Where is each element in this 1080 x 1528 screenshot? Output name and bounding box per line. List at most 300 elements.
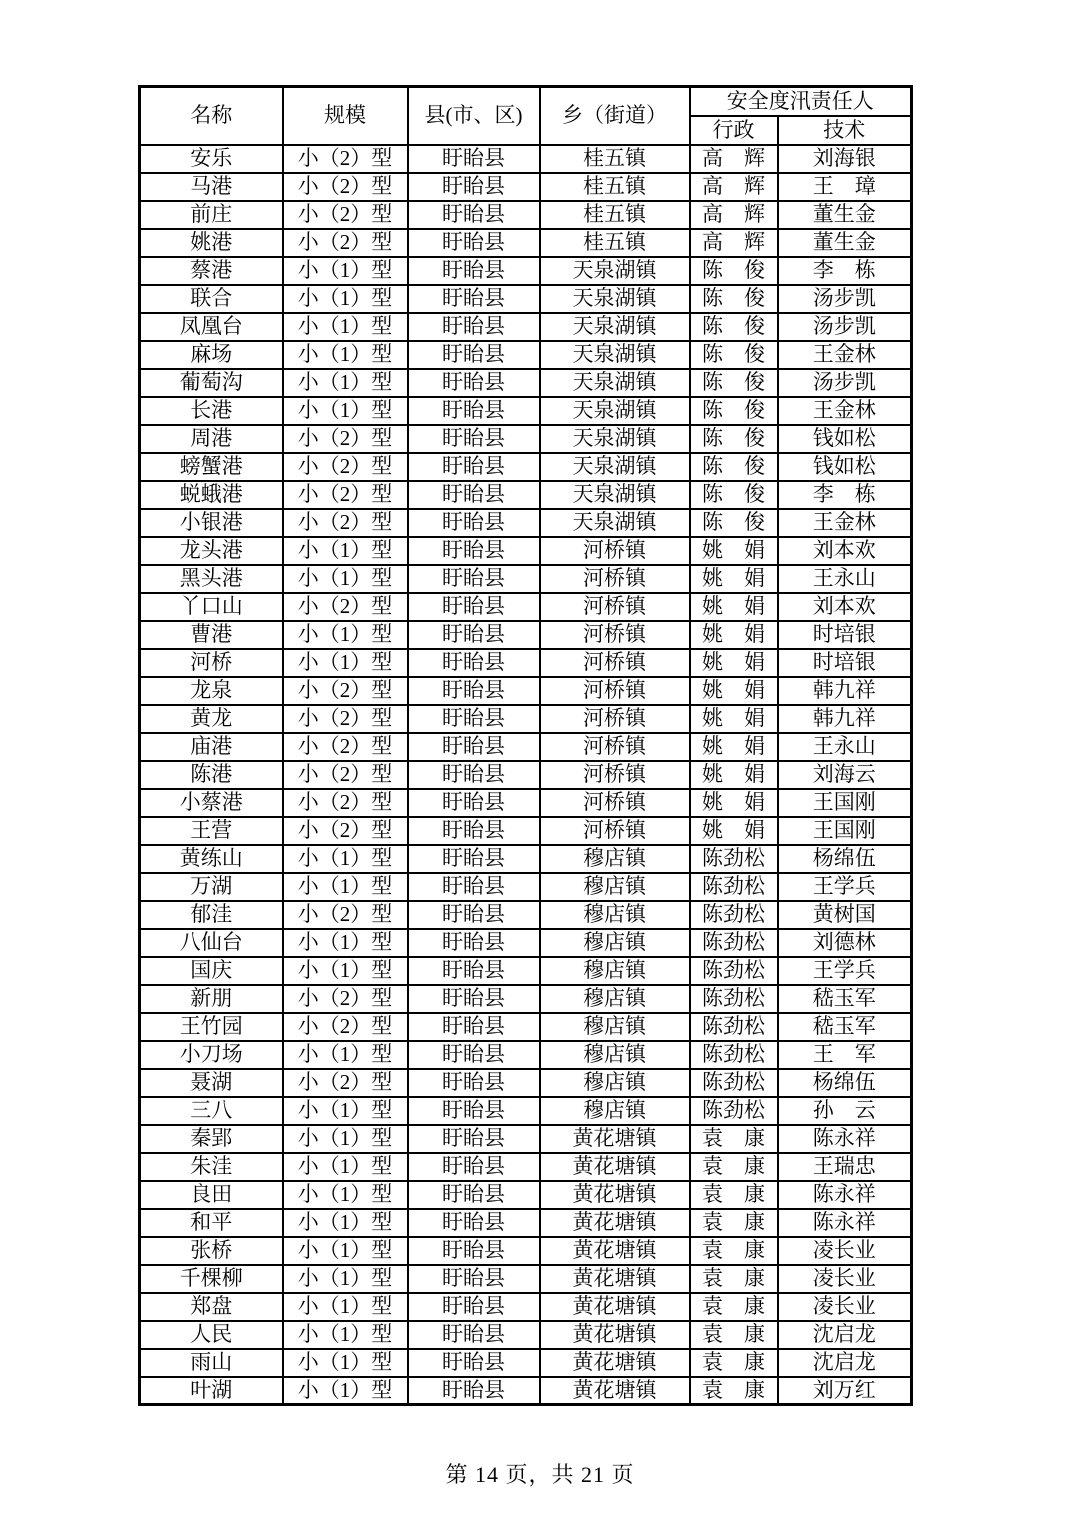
table-row — [140, 397, 912, 425]
cell-name: 千棵柳 — [140, 1265, 283, 1293]
cell-technical: 王金林 — [778, 509, 912, 537]
cell-scale: 小（2）型 — [283, 789, 408, 817]
table-row — [140, 817, 912, 845]
cell-name: 小银港 — [140, 509, 283, 537]
cell-county: 盱眙县 — [408, 537, 540, 565]
cell-county: 盱眙县 — [408, 845, 540, 873]
table-row — [140, 761, 912, 789]
table-row — [140, 285, 912, 313]
cell-township: 穆店镇 — [540, 985, 690, 1013]
cell-administrative: 陈劲松 — [690, 985, 778, 1013]
table-row — [140, 985, 912, 1013]
cell-administrative: 姚 娟 — [690, 565, 778, 593]
cell-administrative: 陈劲松 — [690, 873, 778, 901]
cell-township: 黄花塘镇 — [540, 1349, 690, 1377]
table-row — [140, 845, 912, 873]
cell-name: 雨山 — [140, 1349, 283, 1377]
cell-scale: 小（1）型 — [283, 1237, 408, 1265]
cell-scale: 小（2）型 — [283, 817, 408, 845]
cell-technical: 王 军 — [778, 1041, 912, 1069]
cell-county: 盱眙县 — [408, 397, 540, 425]
cell-county: 盱眙县 — [408, 341, 540, 369]
table-row — [140, 425, 912, 453]
cell-administrative: 陈劲松 — [690, 1069, 778, 1097]
cell-county: 盱眙县 — [408, 957, 540, 985]
table-row — [140, 229, 912, 257]
cell-administrative: 姚 娟 — [690, 705, 778, 733]
cell-scale: 小（1）型 — [283, 957, 408, 985]
cell-technical: 王学兵 — [778, 957, 912, 985]
cell-township: 河桥镇 — [540, 593, 690, 621]
cell-technical: 王金林 — [778, 341, 912, 369]
cell-scale: 小（1）型 — [283, 1209, 408, 1237]
cell-township: 天泉湖镇 — [540, 257, 690, 285]
cell-name: 马港 — [140, 173, 283, 201]
cell-name: 河桥 — [140, 649, 283, 677]
cell-township: 河桥镇 — [540, 677, 690, 705]
cell-county: 盱眙县 — [408, 425, 540, 453]
cell-county: 盱眙县 — [408, 173, 540, 201]
cell-scale: 小（1）型 — [283, 565, 408, 593]
table-header — [140, 87, 912, 145]
cell-name: 王营 — [140, 817, 283, 845]
cell-administrative: 陈劲松 — [690, 929, 778, 957]
table-row — [140, 145, 912, 173]
cell-township: 穆店镇 — [540, 1013, 690, 1041]
cell-technical: 汤步凯 — [778, 313, 912, 341]
header-responsible-group: 安全度汛责任人 — [690, 87, 912, 116]
cell-name: 周港 — [140, 425, 283, 453]
cell-administrative: 陈 俊 — [690, 397, 778, 425]
table-row — [140, 1209, 912, 1237]
cell-county: 盱眙县 — [408, 873, 540, 901]
cell-technical: 钱如松 — [778, 453, 912, 481]
cell-administrative: 袁 康 — [690, 1377, 778, 1405]
cell-name: 龙头港 — [140, 537, 283, 565]
table-row — [140, 201, 912, 229]
cell-name: 葡萄沟 — [140, 369, 283, 397]
table-row — [140, 1293, 912, 1321]
cell-technical: 杨绵伍 — [778, 1069, 912, 1097]
cell-scale: 小（1）型 — [283, 285, 408, 313]
cell-administrative: 袁 康 — [690, 1153, 778, 1181]
cell-county: 盱眙县 — [408, 1153, 540, 1181]
cell-name: 麻场 — [140, 341, 283, 369]
cell-technical: 嵇玉军 — [778, 985, 912, 1013]
cell-township: 穆店镇 — [540, 957, 690, 985]
cell-administrative: 袁 康 — [690, 1209, 778, 1237]
table-row — [140, 1041, 912, 1069]
cell-township: 黄花塘镇 — [540, 1125, 690, 1153]
cell-name: 万湖 — [140, 873, 283, 901]
cell-county: 盱眙县 — [408, 1265, 540, 1293]
cell-county: 盱眙县 — [408, 481, 540, 509]
cell-technical: 王学兵 — [778, 873, 912, 901]
cell-administrative: 陈 俊 — [690, 509, 778, 537]
cell-county: 盱眙县 — [408, 1321, 540, 1349]
cell-county: 盱眙县 — [408, 257, 540, 285]
cell-technical: 时培银 — [778, 649, 912, 677]
cell-administrative: 姚 娟 — [690, 621, 778, 649]
cell-county: 盱眙县 — [408, 313, 540, 341]
cell-township: 黄花塘镇 — [540, 1181, 690, 1209]
cell-name: 螃蟹港 — [140, 453, 283, 481]
cell-scale: 小（1）型 — [283, 257, 408, 285]
table-row — [140, 1265, 912, 1293]
cell-township: 河桥镇 — [540, 705, 690, 733]
table-row — [140, 789, 912, 817]
cell-scale: 小（2）型 — [283, 1069, 408, 1097]
cell-township: 河桥镇 — [540, 621, 690, 649]
cell-technical: 杨绵伍 — [778, 845, 912, 873]
cell-county: 盱眙县 — [408, 1181, 540, 1209]
cell-county: 盱眙县 — [408, 369, 540, 397]
cell-scale: 小（2）型 — [283, 733, 408, 761]
cell-county: 盱眙县 — [408, 229, 540, 257]
cell-county: 盱眙县 — [408, 1209, 540, 1237]
cell-name: 黑头港 — [140, 565, 283, 593]
cell-administrative: 陈 俊 — [690, 453, 778, 481]
cell-county: 盱眙县 — [408, 453, 540, 481]
cell-county: 盱眙县 — [408, 593, 540, 621]
cell-county: 盱眙县 — [408, 1013, 540, 1041]
table-row — [140, 1153, 912, 1181]
cell-name: 聂湖 — [140, 1069, 283, 1097]
table-row — [140, 537, 912, 565]
cell-township: 天泉湖镇 — [540, 285, 690, 313]
table-row — [140, 649, 912, 677]
table-row — [140, 1125, 912, 1153]
cell-administrative: 袁 康 — [690, 1237, 778, 1265]
table-row — [140, 565, 912, 593]
cell-technical: 汤步凯 — [778, 285, 912, 313]
table-row — [140, 341, 912, 369]
cell-scale: 小（2）型 — [283, 201, 408, 229]
cell-administrative: 姚 娟 — [690, 593, 778, 621]
table-row — [140, 1321, 912, 1349]
cell-scale: 小（1）型 — [283, 537, 408, 565]
cell-administrative: 姚 娟 — [690, 733, 778, 761]
cell-administrative: 陈 俊 — [690, 285, 778, 313]
cell-name: 三八 — [140, 1097, 283, 1125]
cell-township: 河桥镇 — [540, 733, 690, 761]
cell-technical: 时培银 — [778, 621, 912, 649]
cell-technical: 王 璋 — [778, 173, 912, 201]
cell-technical: 王永山 — [778, 733, 912, 761]
cell-county: 盱眙县 — [408, 817, 540, 845]
cell-county: 盱眙县 — [408, 1097, 540, 1125]
cell-township: 河桥镇 — [540, 649, 690, 677]
cell-technical: 刘本欢 — [778, 537, 912, 565]
cell-name: 叶湖 — [140, 1377, 283, 1405]
cell-county: 盱眙县 — [408, 649, 540, 677]
table-row — [140, 1349, 912, 1377]
cell-name: 凤凰台 — [140, 313, 283, 341]
cell-township: 穆店镇 — [540, 1069, 690, 1097]
table-row — [140, 1097, 912, 1125]
cell-technical: 韩九祥 — [778, 677, 912, 705]
cell-township: 穆店镇 — [540, 901, 690, 929]
cell-township: 黄花塘镇 — [540, 1153, 690, 1181]
cell-technical: 凌长业 — [778, 1265, 912, 1293]
cell-administrative: 高 辉 — [690, 229, 778, 257]
cell-name: 良田 — [140, 1181, 283, 1209]
cell-county: 盱眙县 — [408, 789, 540, 817]
cell-technical: 陈永祥 — [778, 1209, 912, 1237]
cell-name: 郑盘 — [140, 1293, 283, 1321]
cell-technical: 黄树国 — [778, 901, 912, 929]
cell-administrative: 陈劲松 — [690, 1097, 778, 1125]
cell-administrative: 陈劲松 — [690, 1041, 778, 1069]
cell-name: 郁洼 — [140, 901, 283, 929]
cell-scale: 小（1）型 — [283, 1097, 408, 1125]
table-row — [140, 621, 912, 649]
cell-name: 人民 — [140, 1321, 283, 1349]
cell-administrative: 陈劲松 — [690, 845, 778, 873]
table-row — [140, 369, 912, 397]
cell-name: 八仙台 — [140, 929, 283, 957]
cell-administrative: 陈 俊 — [690, 425, 778, 453]
cell-township: 河桥镇 — [540, 817, 690, 845]
table-row — [140, 1237, 912, 1265]
cell-name: 和平 — [140, 1209, 283, 1237]
cell-administrative: 姚 娟 — [690, 537, 778, 565]
cell-township: 桂五镇 — [540, 145, 690, 173]
cell-county: 盱眙县 — [408, 985, 540, 1013]
cell-township: 穆店镇 — [540, 1097, 690, 1125]
cell-township: 黄花塘镇 — [540, 1321, 690, 1349]
table-row — [140, 957, 912, 985]
cell-administrative: 陈 俊 — [690, 313, 778, 341]
reservoir-table — [138, 85, 913, 1406]
table-row — [140, 509, 912, 537]
cell-administrative: 袁 康 — [690, 1125, 778, 1153]
cell-scale: 小（2）型 — [283, 677, 408, 705]
header-row-top — [140, 87, 912, 116]
cell-township: 桂五镇 — [540, 229, 690, 257]
cell-administrative: 陈 俊 — [690, 369, 778, 397]
cell-township: 河桥镇 — [540, 565, 690, 593]
cell-name: 姚港 — [140, 229, 283, 257]
cell-administrative: 陈劲松 — [690, 1013, 778, 1041]
cell-scale: 小（2）型 — [283, 481, 408, 509]
cell-technical: 王永山 — [778, 565, 912, 593]
cell-technical: 孙 云 — [778, 1097, 912, 1125]
cell-administrative: 姚 娟 — [690, 761, 778, 789]
cell-technical: 董生金 — [778, 201, 912, 229]
cell-administrative: 袁 康 — [690, 1349, 778, 1377]
cell-county: 盱眙县 — [408, 901, 540, 929]
cell-name: 龙泉 — [140, 677, 283, 705]
cell-name: 黄练山 — [140, 845, 283, 873]
cell-technical: 凌长业 — [778, 1237, 912, 1265]
table-row — [140, 481, 912, 509]
cell-name: 陈港 — [140, 761, 283, 789]
cell-county: 盱眙县 — [408, 621, 540, 649]
header-name: 名称 — [140, 87, 283, 145]
cell-scale: 小（1）型 — [283, 1293, 408, 1321]
cell-scale: 小（2）型 — [283, 593, 408, 621]
cell-administrative: 陈 俊 — [690, 481, 778, 509]
table-row — [140, 873, 912, 901]
cell-technical: 沈启龙 — [778, 1321, 912, 1349]
cell-township: 穆店镇 — [540, 845, 690, 873]
cell-administrative: 高 辉 — [690, 173, 778, 201]
cell-name: 王竹园 — [140, 1013, 283, 1041]
cell-township: 黄花塘镇 — [540, 1209, 690, 1237]
cell-name: 黄龙 — [140, 705, 283, 733]
cell-township: 桂五镇 — [540, 201, 690, 229]
cell-scale: 小（1）型 — [283, 1349, 408, 1377]
cell-name: 国庆 — [140, 957, 283, 985]
cell-administrative: 袁 康 — [690, 1265, 778, 1293]
cell-technical: 刘海云 — [778, 761, 912, 789]
cell-name: 小蔡港 — [140, 789, 283, 817]
cell-technical: 沈启龙 — [778, 1349, 912, 1377]
cell-scale: 小（1）型 — [283, 1153, 408, 1181]
cell-township: 河桥镇 — [540, 537, 690, 565]
table-row — [140, 1069, 912, 1097]
cell-name: 前庄 — [140, 201, 283, 229]
cell-county: 盱眙县 — [408, 1069, 540, 1097]
cell-township: 桂五镇 — [540, 173, 690, 201]
cell-administrative: 姚 娟 — [690, 677, 778, 705]
cell-county: 盱眙县 — [408, 1125, 540, 1153]
cell-county: 盱眙县 — [408, 1293, 540, 1321]
cell-administrative: 袁 康 — [690, 1293, 778, 1321]
table-row — [140, 313, 912, 341]
cell-county: 盱眙县 — [408, 509, 540, 537]
cell-scale: 小（1）型 — [283, 369, 408, 397]
table-row — [140, 593, 912, 621]
cell-administrative: 陈 俊 — [690, 257, 778, 285]
cell-technical: 韩九祥 — [778, 705, 912, 733]
cell-scale: 小（2）型 — [283, 1013, 408, 1041]
cell-administrative: 姚 娟 — [690, 789, 778, 817]
cell-name: 联合 — [140, 285, 283, 313]
cell-scale: 小（2）型 — [283, 901, 408, 929]
cell-scale: 小（1）型 — [283, 1265, 408, 1293]
cell-name: 新朋 — [140, 985, 283, 1013]
cell-technical: 王金林 — [778, 397, 912, 425]
cell-name: 蜕蛾港 — [140, 481, 283, 509]
cell-scale: 小（2）型 — [283, 425, 408, 453]
table-row — [140, 677, 912, 705]
cell-county: 盱眙县 — [408, 677, 540, 705]
cell-county: 盱眙县 — [408, 145, 540, 173]
cell-county: 盱眙县 — [408, 285, 540, 313]
cell-township: 天泉湖镇 — [540, 397, 690, 425]
cell-township: 天泉湖镇 — [540, 481, 690, 509]
table-row — [140, 1013, 912, 1041]
cell-administrative: 陈劲松 — [690, 957, 778, 985]
cell-administrative: 陈 俊 — [690, 341, 778, 369]
cell-technical: 刘德林 — [778, 929, 912, 957]
cell-technical: 钱如松 — [778, 425, 912, 453]
cell-administrative: 袁 康 — [690, 1321, 778, 1349]
cell-township: 天泉湖镇 — [540, 425, 690, 453]
cell-township: 天泉湖镇 — [540, 509, 690, 537]
cell-scale: 小（1）型 — [283, 341, 408, 369]
table-row — [140, 173, 912, 201]
cell-technical: 刘万红 — [778, 1377, 912, 1405]
cell-county: 盱眙县 — [408, 1237, 540, 1265]
cell-scale: 小（1）型 — [283, 1125, 408, 1153]
cell-scale: 小（2）型 — [283, 761, 408, 789]
cell-township: 天泉湖镇 — [540, 341, 690, 369]
cell-technical: 凌长业 — [778, 1293, 912, 1321]
cell-technical: 陈永祥 — [778, 1181, 912, 1209]
cell-scale: 小（2）型 — [283, 453, 408, 481]
cell-county: 盱眙县 — [408, 761, 540, 789]
cell-township: 黄花塘镇 — [540, 1377, 690, 1405]
table-body — [140, 145, 912, 1405]
cell-county: 盱眙县 — [408, 201, 540, 229]
cell-county: 盱眙县 — [408, 733, 540, 761]
cell-township: 黄花塘镇 — [540, 1237, 690, 1265]
cell-technical: 王瑞忠 — [778, 1153, 912, 1181]
cell-scale: 小（1）型 — [283, 397, 408, 425]
header-administrative: 行政 — [690, 116, 778, 145]
cell-administrative: 高 辉 — [690, 145, 778, 173]
cell-name: 曹港 — [140, 621, 283, 649]
table-row — [140, 453, 912, 481]
table-row — [140, 901, 912, 929]
cell-township: 天泉湖镇 — [540, 313, 690, 341]
page-number: 第 14 页，共 21 页 — [445, 1462, 635, 1487]
cell-county: 盱眙县 — [408, 565, 540, 593]
cell-scale: 小（2）型 — [283, 705, 408, 733]
cell-scale: 小（1）型 — [283, 1041, 408, 1069]
cell-technical: 汤步凯 — [778, 369, 912, 397]
cell-technical: 嵇玉军 — [778, 1013, 912, 1041]
cell-administrative: 袁 康 — [690, 1181, 778, 1209]
table-row — [140, 1181, 912, 1209]
cell-scale: 小（1）型 — [283, 1321, 408, 1349]
cell-name: 张桥 — [140, 1237, 283, 1265]
cell-administrative: 高 辉 — [690, 201, 778, 229]
cell-technical: 陈永祥 — [778, 1125, 912, 1153]
header-county: 县(市、区) — [408, 87, 540, 145]
cell-scale: 小（2）型 — [283, 229, 408, 257]
cell-name: 蔡港 — [140, 257, 283, 285]
cell-technical: 董生金 — [778, 229, 912, 257]
cell-technical: 李 栋 — [778, 481, 912, 509]
cell-name: 长港 — [140, 397, 283, 425]
reservoir-table-container — [138, 85, 910, 1406]
cell-scale: 小（2）型 — [283, 985, 408, 1013]
header-township: 乡（街道） — [540, 87, 690, 145]
cell-technical: 刘本欢 — [778, 593, 912, 621]
cell-name: 秦郢 — [140, 1125, 283, 1153]
cell-scale: 小（1）型 — [283, 1181, 408, 1209]
table-row — [140, 733, 912, 761]
cell-county: 盱眙县 — [408, 929, 540, 957]
cell-scale: 小（2）型 — [283, 509, 408, 537]
cell-scale: 小（1）型 — [283, 649, 408, 677]
cell-name: 庙港 — [140, 733, 283, 761]
cell-county: 盱眙县 — [408, 1041, 540, 1069]
cell-township: 穆店镇 — [540, 929, 690, 957]
cell-county: 盱眙县 — [408, 705, 540, 733]
cell-township: 天泉湖镇 — [540, 453, 690, 481]
cell-scale: 小（2）型 — [283, 145, 408, 173]
cell-technical: 刘海银 — [778, 145, 912, 173]
cell-scale: 小（1）型 — [283, 929, 408, 957]
cell-county: 盱眙县 — [408, 1349, 540, 1377]
cell-township: 黄花塘镇 — [540, 1293, 690, 1321]
cell-township: 河桥镇 — [540, 761, 690, 789]
